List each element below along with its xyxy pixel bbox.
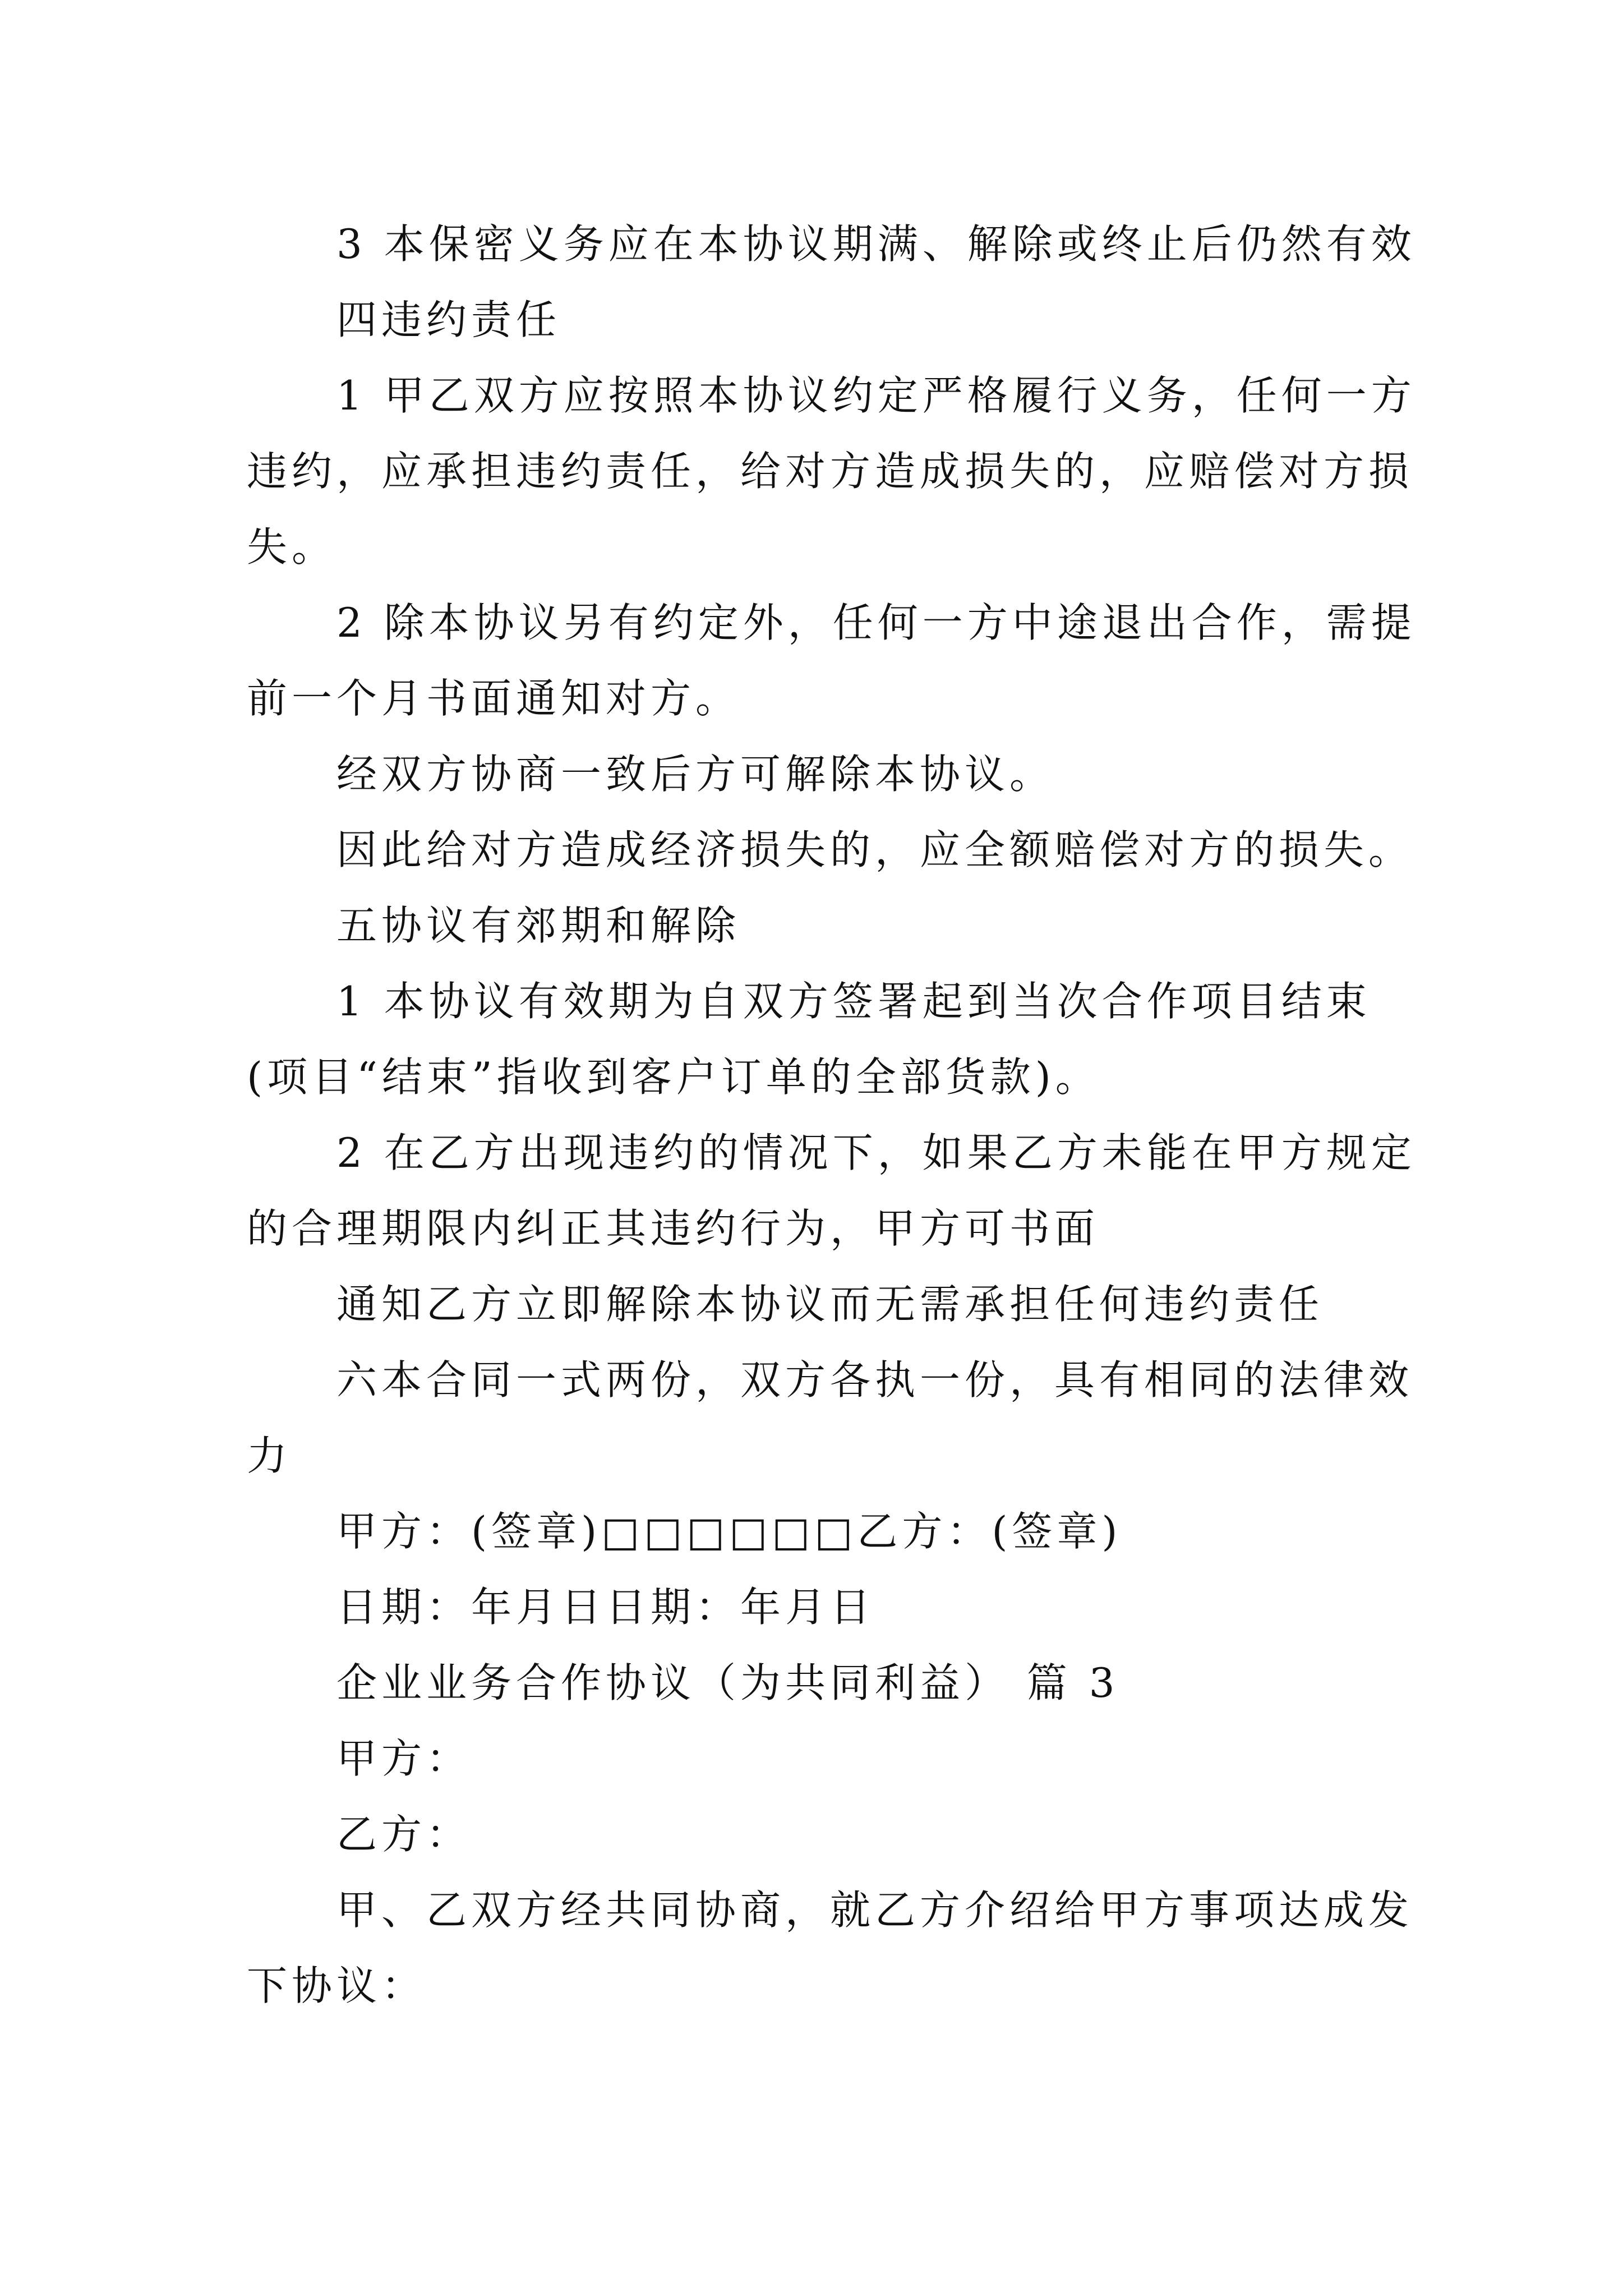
section-heading: 四违约责任 [336,296,561,343]
party-b-line: 乙方： [336,1811,472,1858]
paragraph-line: 经双方协商一致后方可解除本协议。 [336,751,1055,798]
paragraph-line: 1 本协议有效期为自双方签署起到当次合作项目结束 [336,978,1371,1025]
signature-line: 甲方：(签章)□□□□□□乙方：(签章) [336,1508,1122,1555]
paragraph-line: 通知乙方立即解除本协议而无需承担任何违约责任 [336,1281,1324,1328]
agreement-title: 企业业务合作协议（为共同利益） 篇 3 [336,1659,1119,1706]
section-heading: 五协议有郊期和解除 [336,902,741,949]
paragraph-line: (项目“结束”指收到客户订单的全部货款)。 [247,1053,1100,1101]
paragraph-line: 因此给对方造成经济损失的，应全额赔偿对方的损失。 [336,826,1414,873]
paragraph-line: 违约，应承担违约责任，给对方造成损失的，应赔偿对方损 [247,448,1414,495]
paragraph-line: 1 甲乙双方应按照本协议约定严格履行义务，任何一方 [336,372,1416,419]
paragraph-line: 甲、乙双方经共同协商，就乙方介绍给甲方事项达成发 [336,1887,1414,1934]
paragraph-line: 的合理期限内纠正其违约行为，甲方可书面 [247,1205,1100,1252]
date-line: 日期：年月日日期：年月日 [336,1584,875,1631]
paragraph-line: 前一个月书面通知对方。 [247,675,741,722]
paragraph-line: 3 本保密义务应在本协议期满、解除或终止后仍然有效 [336,220,1416,268]
paragraph-line: 六本合同一式两份，双方各执一份，具有相同的法律效 [336,1356,1414,1404]
paragraph-line: 2 在乙方出现违约的情况下，如果乙方未能在甲方规定 [336,1129,1416,1176]
paragraph-line: 失。 [247,523,337,570]
party-a-line: 甲方： [336,1735,472,1782]
paragraph-line: 2 除本协议另有约定外，任何一方中途退出合作，需提 [336,599,1416,646]
paragraph-line: 力 [247,1432,292,1479]
paragraph-line: 下协议： [247,1962,427,2009]
